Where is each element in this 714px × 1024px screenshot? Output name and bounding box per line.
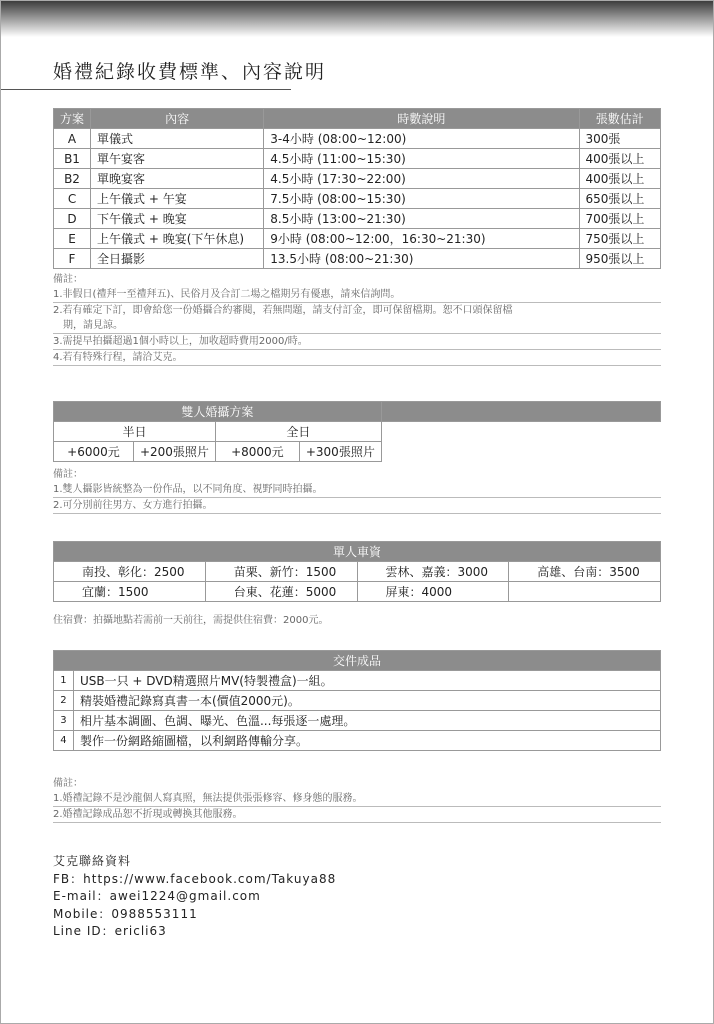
travel-cell: 台東、花蓮：5000 <box>205 582 357 602</box>
travel-cell: 屏東：4000 <box>357 582 509 602</box>
plan-code: F <box>54 249 91 269</box>
plan-content: 單午宴客 <box>91 149 264 169</box>
plans-header-plan: 方案 <box>54 109 91 129</box>
plan-code: B1 <box>54 149 91 169</box>
dual-photographer-table <box>53 401 661 462</box>
dual-title-filler <box>381 402 660 422</box>
note-line: 2.婚禮記錄成品恕不折現或轉換其他服務。 <box>53 807 661 823</box>
table-row <box>54 129 661 149</box>
plan-code: C <box>54 189 91 209</box>
plan-hours: 7.5小時 (08:00~15:30) <box>264 189 579 209</box>
table-row <box>54 249 661 269</box>
notes-label: 備註： <box>53 469 83 480</box>
dual-half-day: 半日 <box>54 422 216 442</box>
note-line: 2.可分別前往男方、女方進行拍攝。 <box>53 498 661 514</box>
dual-full-price: +8000元 <box>215 442 299 462</box>
dual-full-photos: +300張照片 <box>299 442 381 462</box>
plan-code: B2 <box>54 169 91 189</box>
plan-photos: 400張以上 <box>579 169 661 189</box>
table-row <box>54 691 661 711</box>
plan-content: 單儀式 <box>91 129 264 149</box>
plan-photos: 400張以上 <box>579 149 661 169</box>
contact-mobile: Mobile：0988553111 <box>53 906 198 921</box>
note-line: 3.需提早拍攝超過1個小時以上，加收超時費用2000/時。 <box>53 334 661 350</box>
plans-header-hours: 時數說明 <box>264 109 579 129</box>
deliverable-number: 2 <box>54 691 74 711</box>
plan-content: 全日攝影 <box>91 249 264 269</box>
contact-email[interactable]: E-mail：awei1224@gmail.com <box>53 889 261 903</box>
table-row <box>54 149 661 169</box>
table-row <box>54 671 661 691</box>
travel-cell: 苗栗、新竹：1500 <box>205 562 357 582</box>
plan-content: 上午儀式 + 晚宴(下午休息) <box>91 229 264 249</box>
deliverable-number: 3 <box>54 711 74 731</box>
plan-code: A <box>54 129 91 149</box>
table-row <box>54 711 661 731</box>
dual-title: 雙人婚攝方案 <box>54 402 382 422</box>
plan-hours: 4.5小時 (11:00~15:30) <box>264 149 579 169</box>
plan-hours: 4.5小時 (17:30~22:00) <box>264 169 579 189</box>
travel-fee-table <box>53 541 661 602</box>
notes-deliverables <box>53 777 661 823</box>
travel-cell: 宜蘭：1500 <box>54 582 206 602</box>
note-line: 1.非假日(禮拜一至禮拜五)、民俗月及合訂二場之檔期另有優惠，請來信詢問。 <box>53 287 661 303</box>
plan-photos: 300張 <box>579 129 661 149</box>
travel-cell: 雲林、嘉義：3000 <box>357 562 509 582</box>
dual-blank <box>381 422 660 462</box>
note-line: 2.若有確定下訂，即會給您一份婚攝合約審閱，若無問題，請支付訂金，即可保留檔期。恕不口頭保留檔 <box>53 305 513 316</box>
deliverables-table <box>53 650 661 751</box>
travel-cell: 南投、彰化：2500 <box>54 562 206 582</box>
notes-label: 備註： <box>53 274 83 285</box>
table-row <box>54 229 661 249</box>
note-line: 4.若有特殊行程，請洽艾克。 <box>53 350 661 366</box>
plans-header-row <box>54 109 661 129</box>
deliverable-number: 1 <box>54 671 74 691</box>
dual-half-price: +6000元 <box>54 442 134 462</box>
title-underline <box>1 89 291 90</box>
deliverables-title: 交件成品 <box>54 651 661 671</box>
plan-photos: 700張以上 <box>579 209 661 229</box>
travel-title: 單人車資 <box>54 542 661 562</box>
plans-header-photos: 張數估計 <box>579 109 661 129</box>
note-line: 1.雙人攝影皆統整為一份作品，以不同角度、視野同時拍攝。 <box>53 482 661 498</box>
plan-code: D <box>54 209 91 229</box>
table-row <box>54 731 661 751</box>
dual-full-day: 全日 <box>215 422 381 442</box>
plan-hours: 3-4小時 (08:00~12:00) <box>264 129 579 149</box>
note-line: 1.婚禮記錄不是沙龍個人寫真照，無法提供張張修容、修身態的服務。 <box>53 791 661 807</box>
plan-hours: 13.5小時 (08:00~21:30) <box>264 249 579 269</box>
plans-table <box>53 108 661 269</box>
table-row <box>54 189 661 209</box>
plan-content: 單晚宴客 <box>91 169 264 189</box>
plan-photos: 650張以上 <box>579 189 661 209</box>
contact-line-id: Line ID：ericli63 <box>53 924 167 938</box>
plan-photos: 950張以上 <box>579 249 661 269</box>
plan-code: E <box>54 229 91 249</box>
contact-facebook[interactable]: FB：https://www.facebook.com/Takuya88 <box>53 871 337 886</box>
plan-content: 上午儀式 + 午宴 <box>91 189 264 209</box>
table-row <box>54 582 661 602</box>
travel-cell <box>509 582 661 602</box>
travel-cell: 高雄、台南：3500 <box>509 562 661 582</box>
header-gradient-band <box>1 1 713 37</box>
notes-plans <box>53 273 661 366</box>
table-row <box>54 209 661 229</box>
dual-half-photos: +200張照片 <box>133 442 215 462</box>
note-line: 期，請見諒。 <box>53 318 661 334</box>
deliverable-text: 精裝婚禮記錄寫真書一本(價值2000元)。 <box>73 691 660 711</box>
notes-label: 備註： <box>53 778 83 789</box>
plans-header-content: 內容 <box>91 109 264 129</box>
deliverable-text: 相片基本調圖、色調、曝光、色溫...每張逐一處理。 <box>73 711 660 731</box>
plan-hours: 8.5小時 (13:00~21:30) <box>264 209 579 229</box>
deliverable-number: 4 <box>54 731 74 751</box>
table-row <box>54 169 661 189</box>
contact-info <box>53 853 336 941</box>
deliverable-text: 製作一份網路縮圖檔，以利網路傳輸分享。 <box>73 731 660 751</box>
plan-photos: 750張以上 <box>579 229 661 249</box>
plan-content: 下午儀式 + 晚宴 <box>91 209 264 229</box>
notes-dual <box>53 468 661 514</box>
lodging-note: 住宿費：拍攝地點若需前一天前往，需提供住宿費：2000元。 <box>53 615 329 626</box>
table-row <box>54 562 661 582</box>
deliverable-text: USB一只 + DVD精選照片MV(特製禮盒)一組。 <box>73 671 660 691</box>
page-title: 婚禮紀錄收費標準、內容說明 <box>53 61 327 83</box>
plan-hours: 9小時 (08:00~12:00，16:30~21:30) <box>264 229 579 249</box>
contact-heading: 艾克聯絡資料 <box>53 854 132 868</box>
